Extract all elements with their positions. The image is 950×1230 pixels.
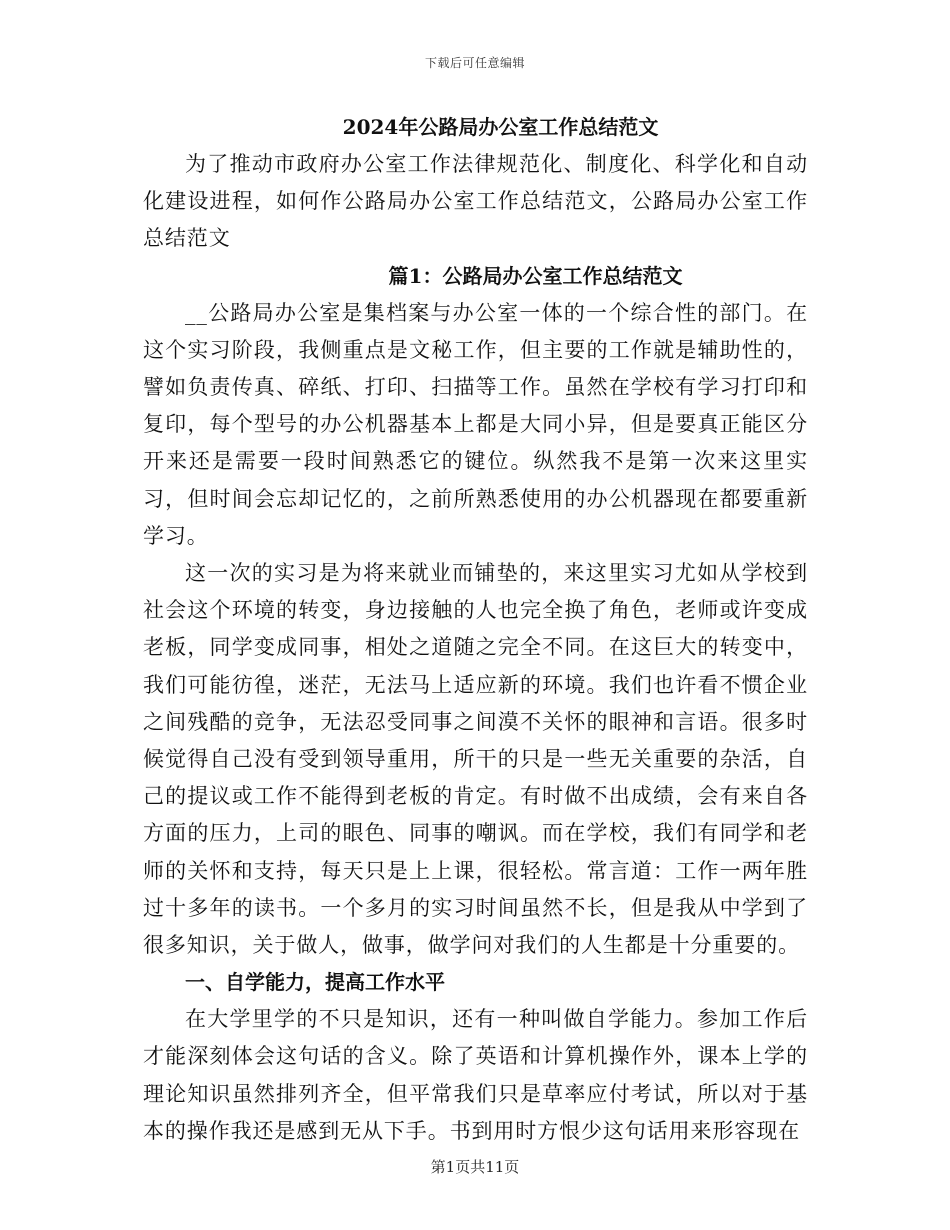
body-paragraph-2: 这一次的实习是为将来就业而铺垫的，来这里实习尤如从学校到社会这个环境的转变，身边接触的人也完全换了角色，老师或许变成老板，同学变成同事，相处之道随之完全不同。在这巨大的转变中，我们可能彷徨，迷茫，无法马上适应新的环境。我们也许看不惯企业之间残酷的竞争，无法忍受同事之间漠不关怀的眼神和言语。很多时候觉得自己没有受到领导重用，所干的只是一些无关重要的杂活，自己的提议或工作不能得到老板的肯定。有时做不出成绩，会有来自各方面的压力，上司的眼色、同事的嘲讽。而在学校，我们有同学和老师的关怀和支持，每天只是上上课，很轻松。常言道：工作一两年胜过十多年的读书。一个多月的实习时间虽然不长，但是我从中学到了很多知识，关于做人，做事，做学问对我们的人生都是十分重要的。 <box>143 561 808 958</box>
document-body <box>143 108 808 1150</box>
body-paragraph-1: __公路局办公室是集档案与办公室一体的一个综合性的部门。在这个实习阶段，我侧重点是文秘工作，但主要的工作就是辅助性的，譬如负责传真、碎纸、打印、扫描等工作。虽然在学校有学习打印和复印，每个型号的办公机器基本上都是大同小异，但是要真正能区分开来还是需要一段时间熟悉它的键位。纵然我不是第一次来这里实习，但时间会忘却记忆的，之前所熟悉使用的办公机器现在都要重新学习。 <box>143 300 808 548</box>
intro-paragraph: 为了推动市政府办公室工作法律规范化、制度化、科学化和自动化建设进程，如何作公路局办公室工作总结范文，公路局办公室工作总结范文 <box>143 152 808 251</box>
document-title: 2024年公路局办公室工作总结范文 <box>342 115 659 139</box>
section-heading: 一、自学能力，提高工作水平 <box>185 970 445 995</box>
article-title: 篇1：公路局办公室工作总结范文 <box>388 263 683 288</box>
page-indicator: 第1页共11页 <box>430 1158 520 1176</box>
header-note: 下载后可任意编辑 <box>424 56 525 70</box>
section-paragraph: 在大学里学的不只是知识，还有一种叫做自学能力。参加工作后才能深刻体会这句话的含义。除了英语和计算机操作外，课本上学的理论知识虽然排列齐全，但平常我们只是草率应付考试，所以对于基本的操作我还是感到无从下手。书到用时方恨少这句话用来形容现在 <box>143 1007 808 1143</box>
